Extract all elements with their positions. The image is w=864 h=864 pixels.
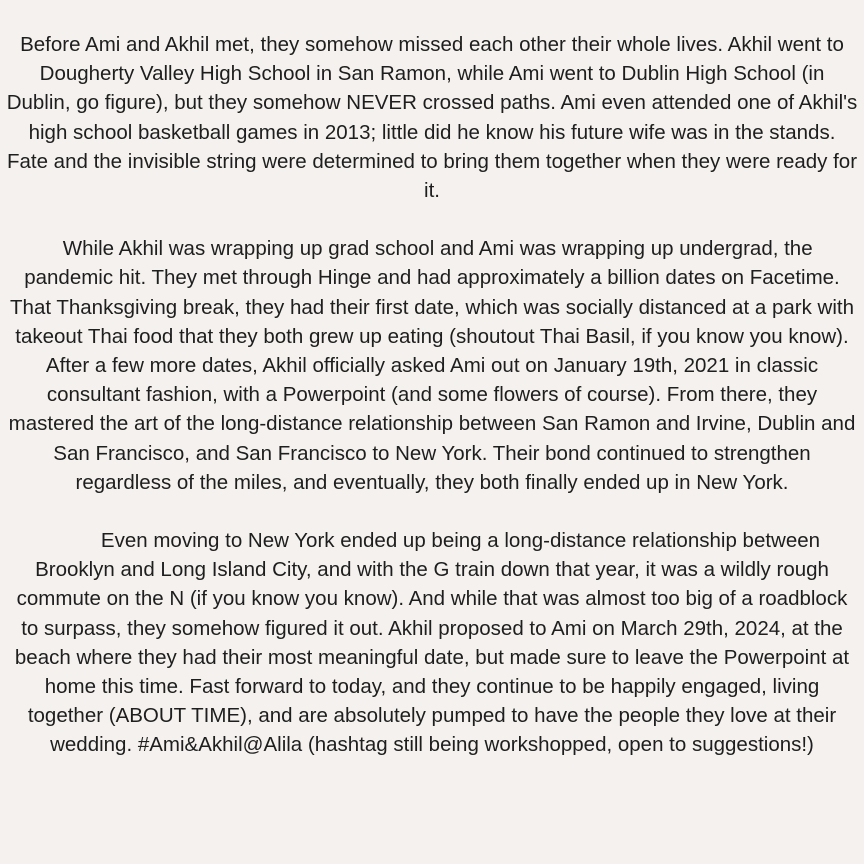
story-paragraph-how-they-missed-each-other: Before Ami and Akhil met, they somehow missed each other their whole lives. Akhil went to Dougherty Valley High School in San Ramon, while Ami went to Dublin High School (in Dublin, go figure), but they somehow NEVER crossed paths. Ami even attended one of Akhil's high school basketball games in 2013; little did he know his future wife was in the stands. Fate and the invisible string were determined to bring them together when they were ready for it. xyxy=(6,33,863,203)
story-paragraph-proposal: Even moving to New York ended up being a long-distance relationship between Brooklyn and Long Island City, and with the G train down that year, it was a wildly rough commute on the N (if you know you know). And while that was almost too big of a roadblock to surpass, they somehow figured it out. Akhil proposed to Ami on March 29th, 2024, at the beach where they had their most meaningful date, but made sure to leave the Powerpoint at home this time. Fast forward to today, and they continue to be happily engaged, living together (ABOUT TIME), and are absolutely pumped to have the people they love at their wedding. #Ami&Akhil@Alila (hashtag still being workshopped, open to suggestions!) xyxy=(14,529,855,757)
story-paragraph-how-they-met: While Akhil was wrapping up grad school and Ami was wrapping up undergrad, the pandemic hit. They met through Hinge and had approximately a billion dates on Facetime. That Thanksgiving break, they had their first date, which was socially distanced at a park with takeout Thai food that they both grew up eating (shoutout Thai Basil, if you know you know). After a few more dates, Akhil officially asked Ami out on January 19th, 2021 in classic consultant fashion, with a Powerpoint (and some flowers of course). From there, they mastered the art of the long-distance relationship between San Ramon and Irvine, Dublin and San Francisco, and San Francisco to New York. Their bond continued to strengthen regardless of the miles, and eventually, they both finally ended up in New York. xyxy=(8,237,862,494)
